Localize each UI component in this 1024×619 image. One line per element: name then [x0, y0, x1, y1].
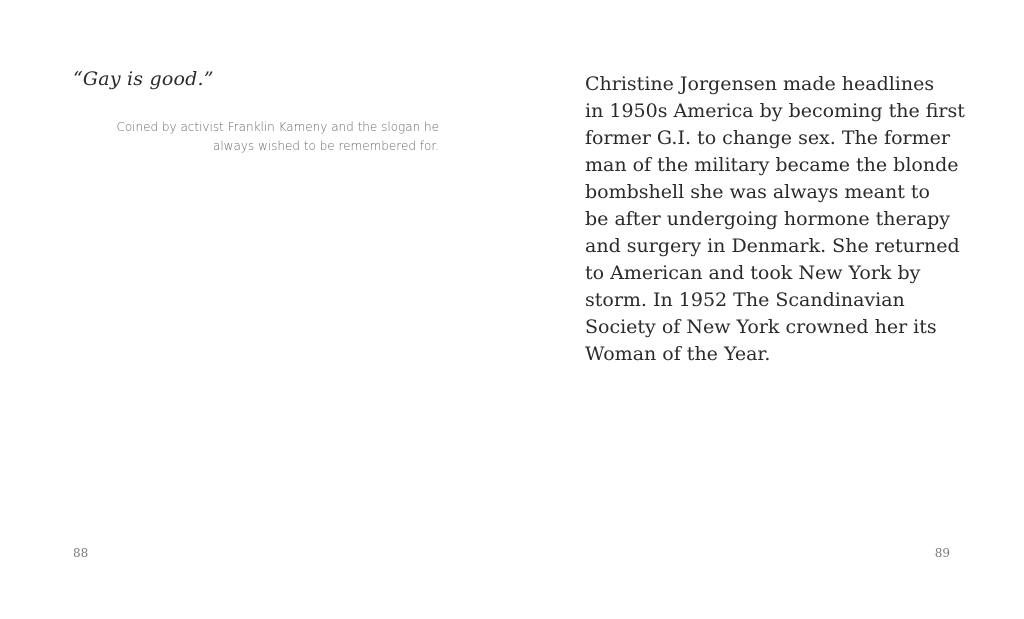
body-line: Christine Jorgensen made headlines	[585, 73, 935, 95]
page-number-right: 89	[934, 546, 950, 560]
body-line: and surgery in Denmark. She returned	[585, 235, 960, 257]
body-line: Society of New York crowned her its	[585, 316, 937, 338]
body-paragraph	[585, 71, 985, 368]
body-line: be after undergoing hormone therapy	[585, 208, 951, 230]
body-line: storm. In 1952 The Scandinavian	[585, 289, 905, 311]
body-line: in 1950s America by becoming the first	[585, 100, 965, 122]
body-line: former G.I. to change sex. The former	[585, 127, 950, 149]
body-line: man of the military became the blonde	[585, 154, 959, 176]
body-line: bombshell she was always meant to	[585, 181, 930, 203]
attribution-line: always wished to be remembered for.	[212, 139, 439, 153]
page-number-left: 88	[73, 546, 89, 560]
pull-quote: “Gay is good.”	[73, 68, 214, 90]
quote-attribution	[73, 118, 439, 156]
attribution-line: Coined by activist Franklin Kameny and the slogan he	[116, 120, 439, 134]
right-page	[512, 0, 1024, 619]
body-line: Woman of the Year.	[585, 343, 771, 365]
body-line: to American and took New York by	[585, 262, 921, 284]
